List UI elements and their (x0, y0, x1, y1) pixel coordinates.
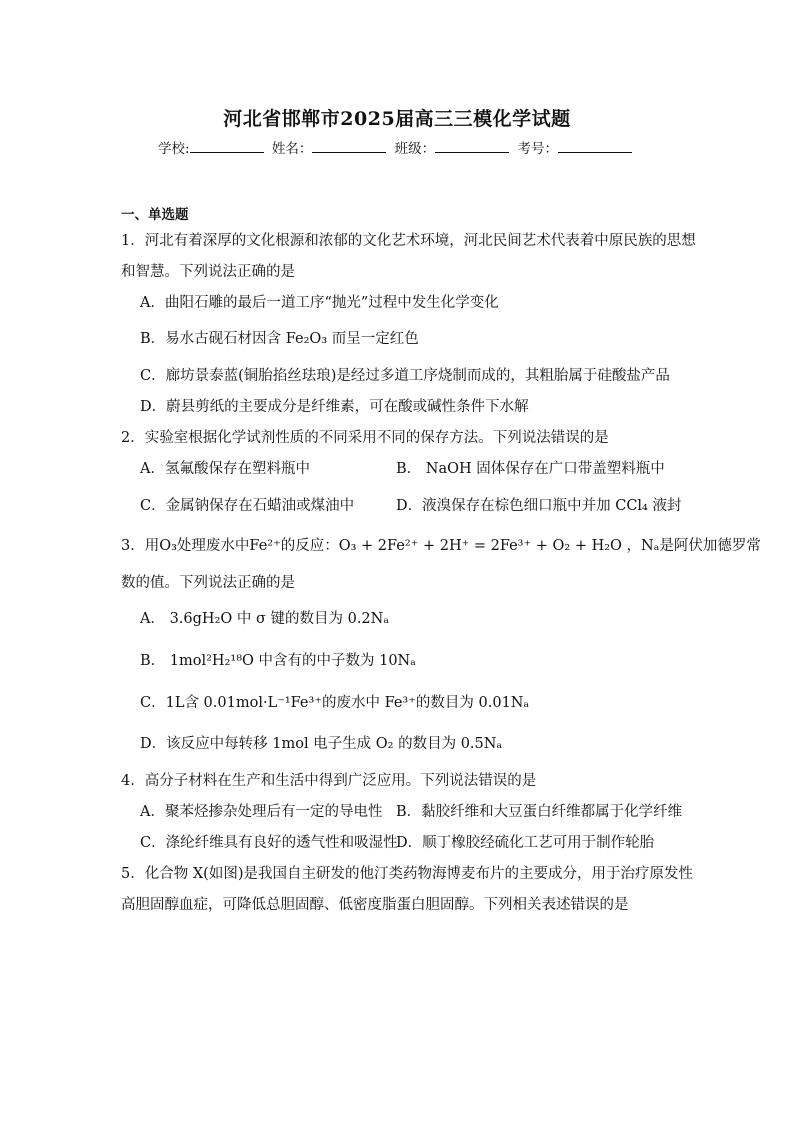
question-1-option-a: A．曲阳石雕的最后一道工序“抛光”过程中发生化学变化 (140, 295, 499, 311)
school-blank[interactable] (190, 140, 264, 153)
question-1-stem-line-1: 1．河北有着深厚的文化根源和浓郁的文化艺术环境，河北民间艺术代表着中原民族的思想 (121, 233, 696, 249)
student-info-line (0, 137, 794, 157)
class-blank[interactable] (435, 140, 509, 153)
question-4-option-d: D．顺丁橡胶经硫化工艺可用于制作轮胎 (396, 835, 655, 851)
question-2-option-a: A．氢氟酸保存在塑料瓶中 (140, 461, 310, 477)
question-4-option-b: B．黏胶纤维和大豆蛋白纤维都属于化学纤维 (396, 804, 683, 820)
question-3-option-a: A． 3.6gH₂O 中 σ 键的数目为 0.2Nₐ (140, 611, 389, 627)
page-title: 河北省邯郸市2025届高三三模化学试题 (223, 108, 571, 130)
question-2-option-c: C．金属钠保存在石蜡油或煤油中 (140, 498, 355, 514)
exam-number-label: 考号： (517, 141, 558, 157)
question-1-option-c: C．廊坊景泰蓝(铜胎掐丝珐琅)是经过多道工序烧制而成的，其粗胎属于硅酸盐产品 (140, 368, 670, 384)
question-3-option-b: B． 1mol²H₂¹⁸O 中含有的中子数为 10Nₐ (140, 653, 416, 669)
name-label: 姓名： (271, 141, 313, 157)
question-3-option-d: D．该反应中每转移 1mol 电子生成 O₂ 的数目为 0.5Nₐ (140, 736, 503, 752)
question-4-option-c: C．涤纶纤维具有良好的透气性和吸湿性 (140, 835, 398, 851)
question-4-stem: 4．高分子材料在生产和生活中得到广泛应用。下列说法错误的是 (121, 773, 537, 789)
question-2-option-b: B． NaOH 固体保存在广口带盖塑料瓶中 (396, 461, 665, 477)
exam-number-blank[interactable] (558, 140, 632, 153)
question-1-option-d: D．蔚县剪纸的主要成分是纤维素，可在酸或碱性条件下水解 (140, 399, 529, 415)
question-5-stem-line-2: 高胆固醇血症，可降低总胆固醇、低密度脂蛋白胆固醇。下列相关表述错误的是 (121, 897, 629, 913)
question-5-stem-line-1: 5．化合物 X(如图)是我国自主研发的他汀类药物海博麦布片的主要成分，用于治疗原发性 (121, 866, 693, 882)
question-3-option-c: C．1L含 0.01mol·L⁻¹Fe³⁺的废水中 Fe³⁺的数目为 0.01Nₐ (140, 695, 530, 711)
question-2-stem: 2．实验室根据化学试剂性质的不同采用不同的保存方法。下列说法错误的是 (121, 430, 609, 446)
section-heading: 一、单选题 (121, 207, 189, 223)
question-1-option-b: B．易水古砚石材因含 Fe₂O₃ 而呈一定红色 (140, 331, 419, 347)
question-2-option-d: D．液溴保存在棕色细口瓶中并加 CCl₄ 液封 (396, 498, 682, 514)
question-3-stem-line-1: 3．用O₃处理废水中Fe²⁺的反应：O₃ + 2Fe²⁺ + 2H⁺ = 2Fe³⁺ + O₂ + H₂O ，Nₐ是阿伏加德罗常 (121, 538, 761, 554)
question-3-stem-line-2: 数的值。下列说法正确的是 (121, 575, 295, 591)
question-1-stem-line-2: 和智慧。下列说法正确的是 (121, 264, 295, 280)
school-label: 学校: (158, 141, 190, 157)
name-blank[interactable] (312, 140, 386, 153)
class-label: 班级： (394, 141, 436, 157)
question-4-option-a: A．聚苯烃掺杂处理后有一定的导电性 (140, 804, 383, 820)
